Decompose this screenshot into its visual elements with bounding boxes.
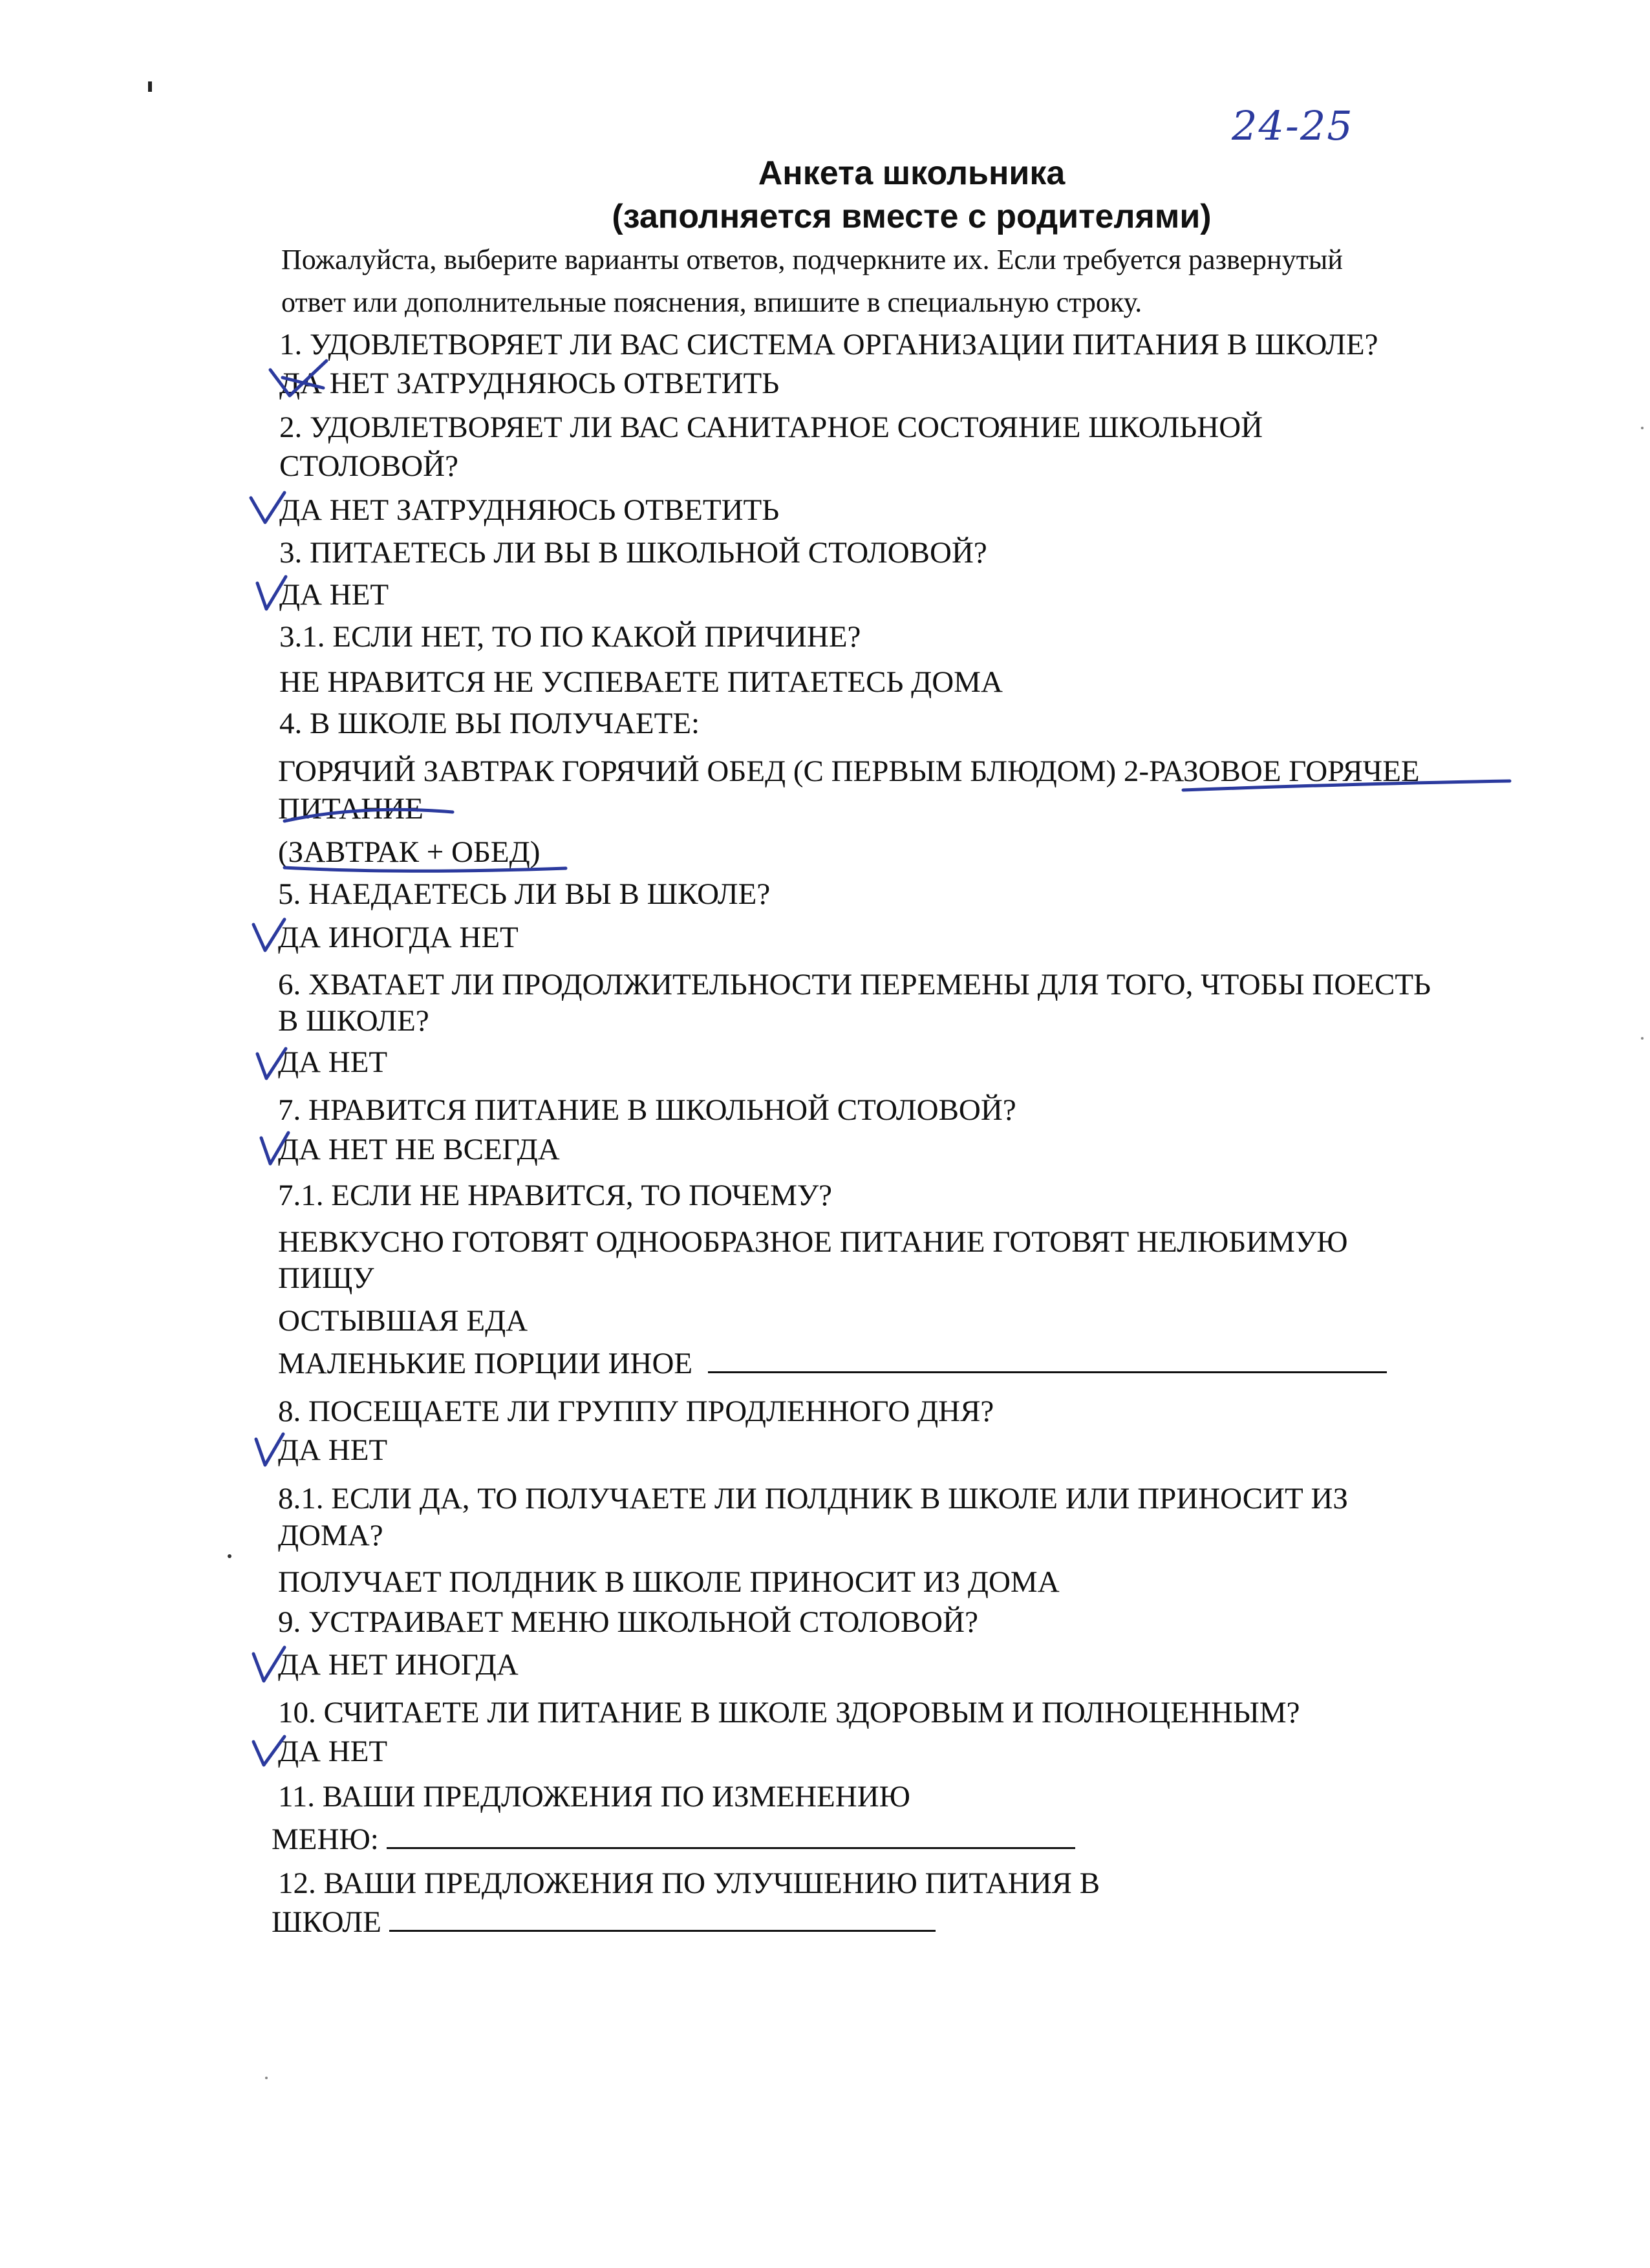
answer-options-1: ДА НЕТ ЗАТРУДНЯЮСЬ ОТВЕТИТЬ: [279, 367, 780, 400]
question-9: 9. УСТРАИВАЕТ МЕНЮ ШКОЛЬНОЙ СТОЛОВОЙ?: [278, 1605, 978, 1639]
answer-options-7-1: НЕВКУСНО ГОТОВЯТ ОДНООБРАЗНОЕ ПИТАНИЕ ГОТОВЯТ НЕЛЮБИМУЮ: [278, 1225, 1348, 1259]
question-11: 11. ВАШИ ПРЕДЛОЖЕНИЯ ПО ИЗМЕНЕНИЮ: [278, 1780, 910, 1813]
question-8-1: 8.1. ЕСЛИ ДА, ТО ПОЛУЧАЕТЕ ЛИ ПОЛДНИК В ШКОЛЕ ИЛИ ПРИНОСИТ ИЗ: [278, 1482, 1348, 1515]
question-1: 1. УДОВЛЕТВОРЯЕТ ЛИ ВАС СИСТЕМА ОРГАНИЗАЦИИ ПИТАНИЯ В ШКОЛЕ?: [279, 328, 1378, 361]
menu-suggestions-label: МЕНЮ:: [272, 1823, 379, 1856]
nutrition-suggestions-label: ШКОЛЕ: [272, 1905, 381, 1939]
answer-options-8: ДА НЕТ: [278, 1433, 388, 1467]
instructions-line-1: Пожалуйста, выберите варианты ответов, подчеркните их. Если требуется развернутый: [281, 244, 1343, 275]
question-4: 4. В ШКОЛЕ ВЫ ПОЛУЧАЕТЕ:: [279, 707, 700, 740]
question-3: 3. ПИТАЕТЕСЬ ЛИ ВЫ В ШКОЛЬНОЙ СТОЛОВОЙ?: [279, 536, 987, 570]
answer-options-8-1: ПОЛУЧАЕТ ПОЛДНИК В ШКОЛЕ ПРИНОСИТ ИЗ ДОМА: [278, 1565, 1060, 1599]
handwritten-page-number: 24-25: [1232, 102, 1354, 149]
document-title: Анкета школьника: [758, 155, 1066, 192]
question-7-1: 7.1. ЕСЛИ НЕ НРАВИТСЯ, ТО ПОЧЕМУ?: [278, 1179, 832, 1212]
answer-options-7-1-other-label: МАЛЕНЬКИЕ ПОРЦИИ ИНОЕ: [278, 1347, 693, 1380]
answer-options-9: ДА НЕТ ИНОГДА: [278, 1648, 519, 1682]
instructions-line-2: ответ или дополнительные пояснения, впишите в специальную строку.: [281, 286, 1142, 318]
question-10: 10. СЧИТАЕТЕ ЛИ ПИТАНИЕ В ШКОЛЕ ЗДОРОВЫМ И ПОЛНОЦЕННЫМ?: [278, 1696, 1300, 1729]
answer-options-7-1-more: ОСТЫВШАЯ ЕДА: [278, 1304, 528, 1338]
document-subtitle: (заполняется вместе с родителями): [612, 198, 1212, 235]
question-7: 7. НРАВИТСЯ ПИТАНИЕ В ШКОЛЬНОЙ СТОЛОВОЙ?: [278, 1093, 1016, 1127]
answer-options-7: ДА НЕТ НЕ ВСЕГДА: [278, 1133, 560, 1166]
answer-options-6: ДА НЕТ: [278, 1045, 388, 1079]
answer-options-5: ДА ИНОГДА НЕТ: [278, 921, 519, 954]
question-5: 5. НАЕДАЕТЕСЬ ЛИ ВЫ В ШКОЛЕ?: [278, 877, 771, 911]
question-2-continued: СТОЛОВОЙ?: [279, 449, 458, 483]
scan-speck: [228, 1554, 231, 1558]
scan-speck: [1641, 427, 1644, 429]
question-12: 12. ВАШИ ПРЕДЛОЖЕНИЯ ПО УЛУЧШЕНИЮ ПИТАНИЯ В: [278, 1867, 1100, 1900]
answer-options-4: ГОРЯЧИЙ ЗАВТРАК ГОРЯЧИЙ ОБЕД (С ПЕРВЫМ БЛЮДОМ) 2-РАЗОВОЕ ГОРЯЧЕЕ: [278, 754, 1420, 788]
question-3-1: 3.1. ЕСЛИ НЕТ, ТО ПО КАКОЙ ПРИЧИНЕ?: [279, 620, 861, 654]
question-2: 2. УДОВЛЕТВОРЯЕТ ЛИ ВАС САНИТАРНОЕ СОСТОЯНИЕ ШКОЛЬНОЙ: [279, 411, 1263, 444]
question-6-continued: В ШКОЛЕ?: [278, 1004, 429, 1038]
scan-speck: [1641, 1037, 1644, 1040]
scan-speck: [148, 81, 152, 92]
answer-options-4-detail: (ЗАВТРАК + ОБЕД): [278, 835, 541, 869]
question-6: 6. ХВАТАЕТ ЛИ ПРОДОЛЖИТЕЛЬНОСТИ ПЕРЕМЕНЫ ДЛЯ ТОГО, ЧТОБЫ ПОЕСТЬ: [278, 968, 1431, 1001]
scan-speck: [265, 2077, 268, 2079]
answer-options-4-continued: ПИТАНИЕ: [278, 792, 423, 826]
answer-options-3: ДА НЕТ: [279, 578, 389, 612]
question-8-1-continued: ДОМА?: [278, 1519, 383, 1552]
answer-options-10: ДА НЕТ: [278, 1735, 388, 1768]
answer-options-3-1: НЕ НРАВИТСЯ НЕ УСПЕВАЕТЕ ПИТАЕТЕСЬ ДОМА: [279, 665, 1003, 699]
question-8: 8. ПОСЕЩАЕТЕ ЛИ ГРУППУ ПРОДЛЕННОГО ДНЯ?: [278, 1395, 994, 1428]
answer-options-7-1-continued: ПИЩУ: [278, 1261, 374, 1295]
answer-options-2: ДА НЕТ ЗАТРУДНЯЮСЬ ОТВЕТИТЬ: [279, 493, 780, 527]
